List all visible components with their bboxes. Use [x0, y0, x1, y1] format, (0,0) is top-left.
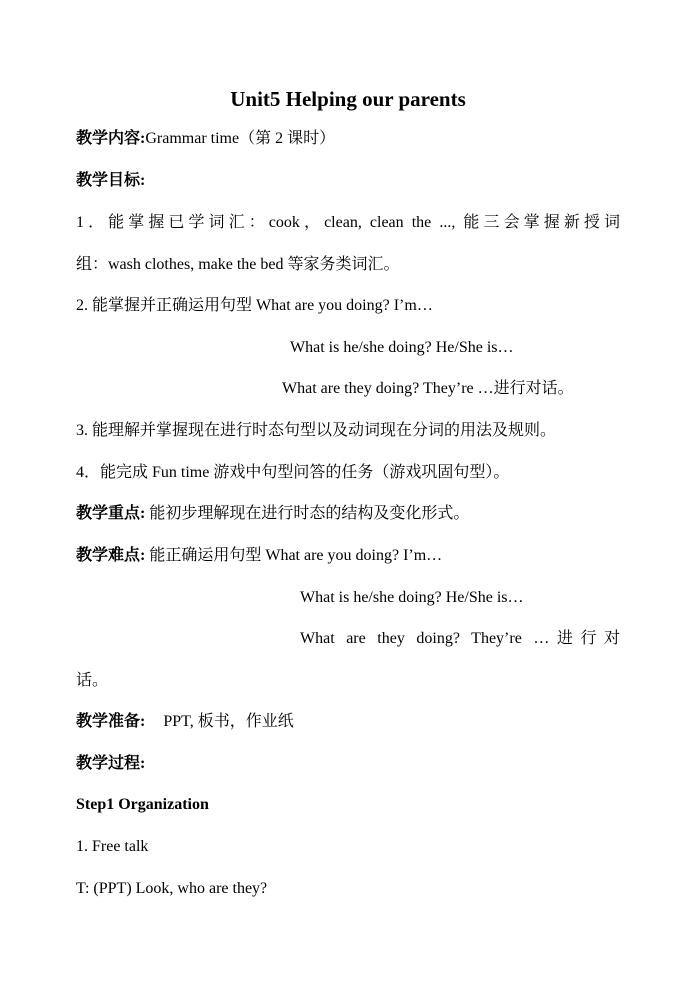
- objectives-label: 教学目标:: [76, 172, 146, 189]
- objective-4: 4．能完成 Fun time 游戏中句型问答的任务（游戏巩固句型）。: [76, 464, 510, 481]
- difficulties-line-4: 话。: [76, 672, 109, 689]
- preparation-line: [76, 712, 294, 732]
- key-points-line: [76, 504, 469, 524]
- difficulties-label: 教学难点:: [76, 547, 146, 564]
- objective-1-line-2: 组：wash clothes, make the bed 等家务类词汇。: [76, 256, 400, 273]
- difficulties-text-1: 能正确运用句型 What are you doing? I’m…: [149, 547, 443, 564]
- teacher-line: T: (PPT) Look, who are they?: [76, 880, 268, 897]
- difficulties-line-1: [76, 546, 442, 566]
- objective-1-line-1: 1．能掌握已学词汇：cook，clean, clean the ..., 能三会掌握新授词: [76, 214, 620, 231]
- preparation-label: 教学准备:: [76, 713, 146, 730]
- objective-2-line-1: 2. 能掌握并正确运用句型 What are you doing? I’m…: [76, 297, 433, 314]
- document-title: Unit5 Helping our parents: [230, 87, 466, 111]
- difficulties-line-2: What is he/she doing? He/She is…: [300, 589, 524, 606]
- objective-3: 3. 能理解并掌握现在进行时态句型以及动词现在分词的用法及规则。: [76, 422, 557, 439]
- content-label: 教学内容:: [76, 130, 146, 147]
- key-points-text: 能初步理解现在进行时态的结构及变化形式。: [149, 505, 470, 522]
- objective-2-line-2: What is he/she doing? He/She is…: [290, 339, 514, 356]
- free-talk: 1. Free talk: [76, 838, 149, 855]
- content-text: Grammar time（第 2 课时）: [145, 130, 336, 147]
- step1-heading: Step1 Organization: [76, 796, 209, 813]
- preparation-text: PPT, 板书，作业纸: [163, 713, 294, 730]
- objective-2-line-3: What are they doing? They’re …进行对话。: [282, 380, 574, 397]
- key-points-label: 教学重点:: [76, 505, 146, 522]
- process-label: 教学过程:: [76, 755, 146, 772]
- content-line: [76, 129, 335, 149]
- difficulties-line-3: What are they doing? They’re …进行对: [300, 630, 620, 647]
